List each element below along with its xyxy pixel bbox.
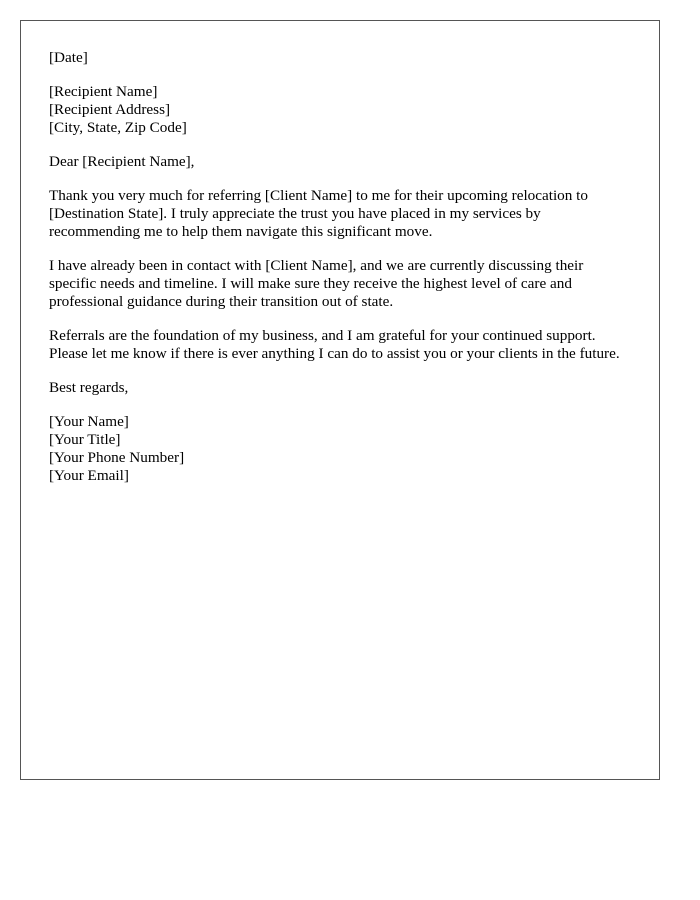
spacer (49, 397, 634, 413)
letter-body (49, 49, 634, 485)
recipient-block (49, 83, 634, 137)
spacer (49, 363, 634, 379)
letter-page (20, 20, 660, 780)
paragraph-text: Referrals are the foundation of my business, and I am grateful for your continued support. Please let me know if there is ever anything I can do to assist you or your clients in the future. (49, 327, 620, 362)
spacer (49, 67, 634, 83)
date: [Date] (49, 49, 88, 66)
signature-email: [Your Email] (49, 467, 129, 484)
paragraph-text: Thank you very much for referring [Client Name] to me for their upcoming relocation to [Destination State]. I truly appreciate the trust you have placed in my services by recommending me to help them navigate this significant move. (49, 187, 588, 240)
paragraph-1 (49, 187, 634, 241)
closing-block (49, 379, 634, 397)
signature-name: [Your Name] (49, 413, 129, 430)
paragraph-3 (49, 327, 634, 363)
salutation: Dear [Recipient Name], (49, 153, 195, 170)
spacer (49, 311, 634, 327)
spacer (49, 171, 634, 187)
signature-phone: [Your Phone Number] (49, 449, 185, 466)
paragraph-2 (49, 257, 634, 311)
signature-title: [Your Title] (49, 431, 121, 448)
date-line (49, 49, 634, 67)
recipient-name: [Recipient Name] (49, 83, 158, 100)
recipient-city-state-zip: [City, State, Zip Code] (49, 119, 187, 136)
paragraph-text: I have already been in contact with [Client Name], and we are currently discussing their specific needs and timeline. I will make sure they receive the highest level of care and professional guidance during their transition out of state. (49, 257, 584, 310)
signature-block (49, 413, 634, 485)
spacer (49, 241, 634, 257)
salutation-block (49, 153, 634, 171)
spacer (49, 137, 634, 153)
recipient-address: [Recipient Address] (49, 101, 171, 118)
closing: Best regards, (49, 379, 129, 396)
